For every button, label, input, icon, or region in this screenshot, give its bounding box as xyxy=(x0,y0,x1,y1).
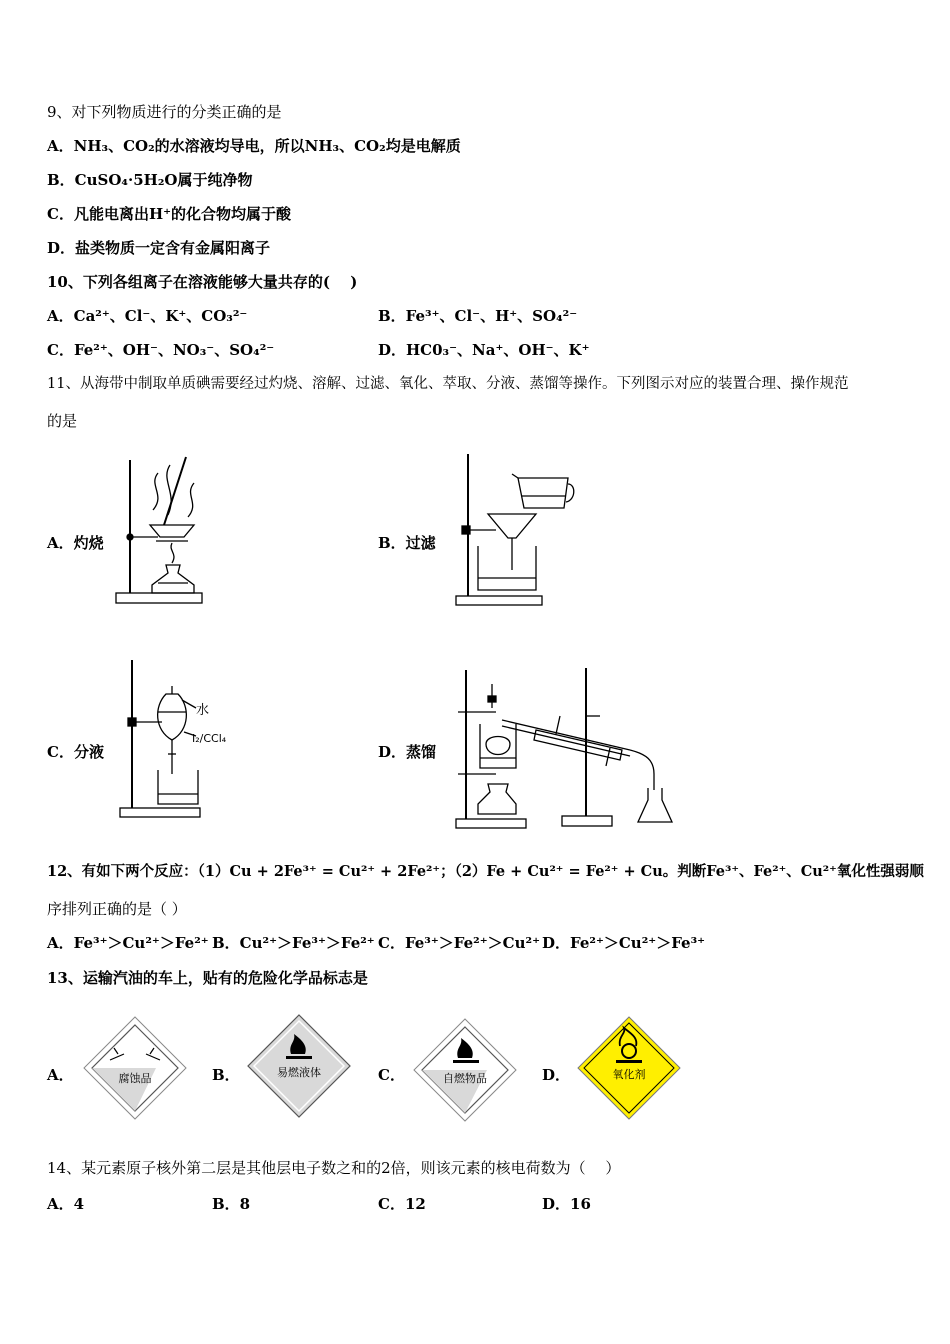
q13-spontaneous-combustion-sign xyxy=(410,1016,520,1124)
q11-ignition-figure xyxy=(108,455,208,607)
q9-option-c: C．凡能电离出H⁺的化合物均属于酸 xyxy=(47,205,292,223)
q10-stem: 10、下列各组离子在溶液能够大量共存的( ) xyxy=(47,273,358,291)
q10-option-d: D．HC0₃⁻、Na⁺、OH⁻、K⁺ xyxy=(378,341,590,359)
q13-sign-d-text: 氧化剂 xyxy=(612,1068,646,1081)
q13-option-d-label: D． xyxy=(542,1066,571,1084)
q11-option-d-label: D．蒸馏 xyxy=(378,743,437,761)
q13-stem: 13、运输汽油的车上，贴有的危险化学品标志是 xyxy=(47,969,368,987)
q9-stem: 9、对下列物质进行的分类正确的是 xyxy=(47,103,282,121)
q11-filtration-figure xyxy=(452,450,577,608)
q13-sign-c-text: 自燃物品 xyxy=(443,1072,487,1085)
q11-separation-figure xyxy=(118,656,243,820)
q12-option-b: B．Cu²⁺＞Fe³⁺＞Fe²⁺ xyxy=(212,934,375,952)
q11-option-c-label: C．分液 xyxy=(47,743,104,761)
q13-option-b-label: B． xyxy=(212,1066,240,1084)
q13-oxidizer-sign xyxy=(574,1014,684,1122)
q11-distillation-figure xyxy=(450,664,678,830)
q13-option-a-label: A． xyxy=(47,1066,74,1084)
q11-option-a-label: A．灼烧 xyxy=(47,534,104,552)
q12-option-d: D．Fe²⁺＞Cu²⁺＞Fe³⁺ xyxy=(542,934,706,952)
q11-i2-ccl4-label: I₂/CCl₄ xyxy=(192,732,227,745)
q13-sign-a-text: 腐蚀品 xyxy=(118,1072,152,1085)
q12-option-c: C．Fe³⁺＞Fe²⁺＞Cu²⁺ xyxy=(378,934,540,952)
q11-stem-line1: 11、从海带中制取单质碘需要经过灼烧、溶解、过滤、氧化、萃取、分液、蒸馏等操作。下列图示对应的装置合理、操作规范 xyxy=(47,376,849,392)
q10-option-c: C．Fe²⁺、OH⁻、NO₃⁻、SO₄²⁻ xyxy=(47,341,275,359)
q9-option-d: D．盐类物质一定含有金属阳离子 xyxy=(47,239,271,257)
q13-corrosive-sign xyxy=(80,1014,190,1122)
q11-water-label: 水 xyxy=(196,703,210,718)
q14-option-c: C．12 xyxy=(378,1195,426,1213)
q10-option-b: B．Fe³⁺、Cl⁻、H⁺、SO₄²⁻ xyxy=(378,307,578,325)
q10-option-a: A．Ca²⁺、Cl⁻、K⁺、CO₃²⁻ xyxy=(47,307,248,325)
q13-option-c-label: C． xyxy=(378,1066,405,1084)
q13-sign-b-text: 易燃液体 xyxy=(277,1066,321,1079)
q11-stem-line2: 的是 xyxy=(47,412,78,430)
q9-option-a: A．NH₃、CO₂的水溶液均导电，所以NH₃、CO₂均是电解质 xyxy=(47,137,461,155)
q11-option-b-label: B．过滤 xyxy=(378,534,436,552)
q12-option-a: A．Fe³⁺＞Cu²⁺＞Fe²⁺ xyxy=(47,934,209,952)
q9-option-b: B．CuSO₄·5H₂O属于纯净物 xyxy=(47,171,253,189)
q14-stem: 14、某元素原子核外第二层是其他层电子数之和的2倍，则该元素的核电荷数为（ ） xyxy=(47,1159,621,1177)
q12-stem-line2: 序排列正确的是（ ） xyxy=(47,900,187,918)
q14-option-b: B．8 xyxy=(212,1195,251,1213)
q12-stem-line1: 12、有如下两个反应：（1）Cu + 2Fe³⁺ = Cu²⁺ + 2Fe²⁺；（2）Fe + Cu²⁺ = Fe²⁺ + Cu。判断Fe³⁺、Fe²⁺、Cu²⁺氧化性强弱顺 xyxy=(47,863,924,880)
q14-option-a: A．4 xyxy=(47,1195,85,1213)
q14-option-d: D．16 xyxy=(542,1195,591,1213)
q13-flammable-liquid-sign xyxy=(244,1012,354,1120)
